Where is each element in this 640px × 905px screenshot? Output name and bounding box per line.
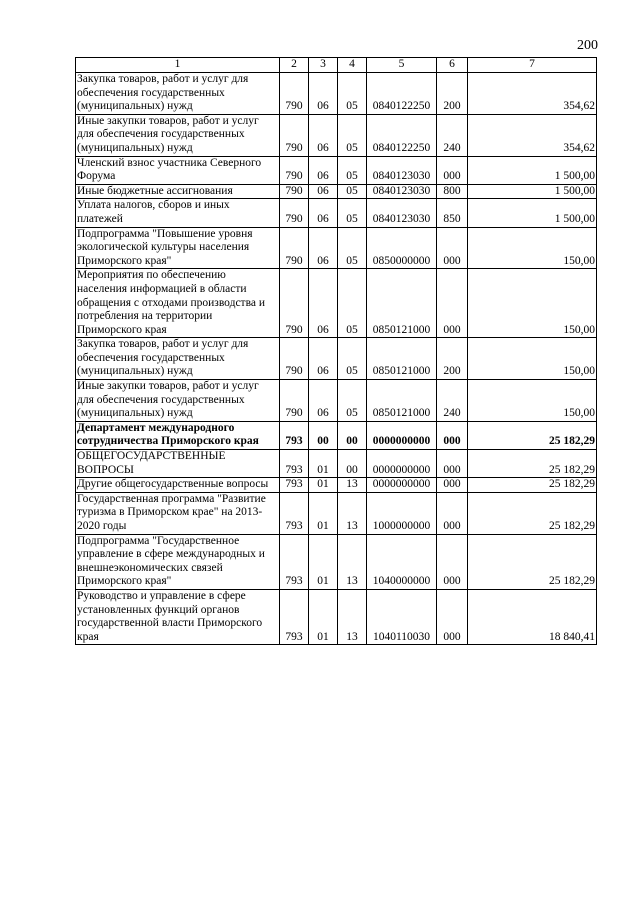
row-target-article-cell: 0000000000 [367, 450, 437, 478]
column-header: 4 [338, 58, 367, 73]
row-target-article-cell: 1000000000 [367, 492, 437, 534]
row-section-cell: 01 [309, 589, 338, 644]
row-expense-type-cell: 000 [437, 492, 468, 534]
row-target-article-cell: 1040000000 [367, 534, 437, 589]
row-target-article-cell: 0840123030 [367, 156, 437, 184]
row-name-cell: ОБЩЕГОСУДАРСТВЕННЫЕ ВОПРОСЫ [76, 450, 280, 478]
row-subsection-cell: 13 [338, 534, 367, 589]
row-expense-type-cell: 000 [437, 450, 468, 478]
row-name-cell: Закупка товаров, работ и услуг для обеспечения государственных (муниципальных) нужд [76, 338, 280, 380]
row-admin-code-cell: 790 [280, 199, 309, 227]
row-expense-type-cell: 000 [437, 227, 468, 269]
row-admin-code-cell: 790 [280, 227, 309, 269]
row-name-cell: Мероприятия по обеспечению населения информацией в области обращения с отходами производства и потребления на территории Приморского края [76, 269, 280, 338]
row-expense-type-cell: 000 [437, 534, 468, 589]
row-amount-cell: 25 182,29 [468, 450, 597, 478]
row-section-cell: 01 [309, 478, 338, 493]
row-expense-type-cell: 240 [437, 114, 468, 156]
table-row [76, 269, 597, 338]
row-admin-code-cell: 793 [280, 450, 309, 478]
row-amount-cell: 150,00 [468, 227, 597, 269]
row-section-cell: 06 [309, 380, 338, 422]
row-section-cell: 06 [309, 269, 338, 338]
table-row [76, 534, 597, 589]
row-admin-code-cell: 790 [280, 73, 309, 115]
row-admin-code-cell: 793 [280, 534, 309, 589]
row-target-article-cell: 0850000000 [367, 227, 437, 269]
row-section-cell: 06 [309, 114, 338, 156]
table-row [76, 114, 597, 156]
row-expense-type-cell: 000 [437, 478, 468, 493]
table-row [76, 184, 597, 199]
row-section-cell: 06 [309, 227, 338, 269]
row-subsection-cell: 05 [338, 114, 367, 156]
row-amount-cell: 150,00 [468, 380, 597, 422]
row-section-cell: 01 [309, 492, 338, 534]
row-amount-cell: 18 840,41 [468, 589, 597, 644]
row-name-cell: Подпрограмма "Государственное управление в сфере международных и внешнеэкономических связей Приморского края" [76, 534, 280, 589]
column-header: 2 [280, 58, 309, 73]
row-expense-type-cell: 200 [437, 73, 468, 115]
row-name-cell: Руководство и управление в сфере установленных функций органов государственной власти Приморского края [76, 589, 280, 644]
table-row [76, 492, 597, 534]
row-expense-type-cell: 200 [437, 338, 468, 380]
column-header: 7 [468, 58, 597, 73]
row-admin-code-cell: 790 [280, 156, 309, 184]
row-admin-code-cell: 793 [280, 478, 309, 493]
row-target-article-cell: 0850121000 [367, 380, 437, 422]
table-row [76, 450, 597, 478]
table-row [76, 227, 597, 269]
row-name-cell: Иные закупки товаров, работ и услуг для обеспечения государственных (муниципальных) нужд [76, 380, 280, 422]
row-admin-code-cell: 793 [280, 589, 309, 644]
row-amount-cell: 25 182,29 [468, 421, 597, 449]
table-row [76, 421, 597, 449]
row-expense-type-cell: 000 [437, 269, 468, 338]
row-expense-type-cell: 000 [437, 589, 468, 644]
row-subsection-cell: 05 [338, 199, 367, 227]
row-amount-cell: 150,00 [468, 269, 597, 338]
row-amount-cell: 150,00 [468, 338, 597, 380]
row-section-cell: 06 [309, 156, 338, 184]
row-amount-cell: 1 500,00 [468, 156, 597, 184]
row-section-cell: 00 [309, 421, 338, 449]
row-target-article-cell: 0840122250 [367, 114, 437, 156]
row-subsection-cell: 05 [338, 156, 367, 184]
row-subsection-cell: 13 [338, 478, 367, 493]
row-name-cell: Членский взнос участника Северного Форума [76, 156, 280, 184]
row-target-article-cell: 0840123030 [367, 199, 437, 227]
row-name-cell: Другие общегосударственные вопросы [76, 478, 280, 493]
table-row [76, 338, 597, 380]
table-header-row [76, 58, 597, 73]
row-name-cell: Департамент международного сотрудничества Приморского края [76, 421, 280, 449]
table-row [76, 589, 597, 644]
row-target-article-cell: 0840122250 [367, 73, 437, 115]
row-amount-cell: 25 182,29 [468, 492, 597, 534]
row-subsection-cell: 05 [338, 73, 367, 115]
table-row [76, 380, 597, 422]
row-target-article-cell: 0850121000 [367, 338, 437, 380]
column-header: 3 [309, 58, 338, 73]
row-section-cell: 06 [309, 184, 338, 199]
row-name-cell: Подпрограмма "Повышение уровня экологической культуры населения Приморского края" [76, 227, 280, 269]
row-expense-type-cell: 240 [437, 380, 468, 422]
row-subsection-cell: 05 [338, 338, 367, 380]
row-target-article-cell: 0850121000 [367, 269, 437, 338]
row-admin-code-cell: 790 [280, 114, 309, 156]
row-section-cell: 06 [309, 73, 338, 115]
column-header: 6 [437, 58, 468, 73]
column-header: 5 [367, 58, 437, 73]
row-admin-code-cell: 790 [280, 184, 309, 199]
row-subsection-cell: 05 [338, 380, 367, 422]
table-row [76, 73, 597, 115]
row-amount-cell: 25 182,29 [468, 534, 597, 589]
budget-table [75, 57, 597, 645]
row-section-cell: 06 [309, 338, 338, 380]
row-name-cell: Иные закупки товаров, работ и услуг для обеспечения государственных (муниципальных) нужд [76, 114, 280, 156]
row-expense-type-cell: 000 [437, 421, 468, 449]
row-target-article-cell: 0000000000 [367, 421, 437, 449]
row-admin-code-cell: 793 [280, 492, 309, 534]
row-target-article-cell: 0000000000 [367, 478, 437, 493]
row-target-article-cell: 0840123030 [367, 184, 437, 199]
row-expense-type-cell: 850 [437, 199, 468, 227]
row-amount-cell: 354,62 [468, 73, 597, 115]
table-body [76, 73, 597, 645]
table-row [76, 478, 597, 493]
row-section-cell: 06 [309, 199, 338, 227]
row-subsection-cell: 00 [338, 421, 367, 449]
row-subsection-cell: 13 [338, 492, 367, 534]
row-target-article-cell: 1040110030 [367, 589, 437, 644]
row-admin-code-cell: 790 [280, 269, 309, 338]
row-name-cell: Уплата налогов, сборов и иных платежей [76, 199, 280, 227]
row-amount-cell: 1 500,00 [468, 184, 597, 199]
column-header: 1 [76, 58, 280, 73]
row-name-cell: Закупка товаров, работ и услуг для обеспечения государственных (муниципальных) нужд [76, 73, 280, 115]
row-section-cell: 01 [309, 534, 338, 589]
row-admin-code-cell: 793 [280, 421, 309, 449]
row-name-cell: Государственная программа "Развитие туризма в Приморском крае" на 2013-2020 годы [76, 492, 280, 534]
row-name-cell: Иные бюджетные ассигнования [76, 184, 280, 199]
row-subsection-cell: 05 [338, 184, 367, 199]
row-subsection-cell: 05 [338, 227, 367, 269]
row-amount-cell: 25 182,29 [468, 478, 597, 493]
row-expense-type-cell: 800 [437, 184, 468, 199]
row-subsection-cell: 05 [338, 269, 367, 338]
row-subsection-cell: 00 [338, 450, 367, 478]
table-row [76, 199, 597, 227]
row-admin-code-cell: 790 [280, 380, 309, 422]
page-number: 200 [577, 38, 598, 53]
row-admin-code-cell: 790 [280, 338, 309, 380]
table-row [76, 156, 597, 184]
row-expense-type-cell: 000 [437, 156, 468, 184]
row-subsection-cell: 13 [338, 589, 367, 644]
row-section-cell: 01 [309, 450, 338, 478]
row-amount-cell: 1 500,00 [468, 199, 597, 227]
row-amount-cell: 354,62 [468, 114, 597, 156]
